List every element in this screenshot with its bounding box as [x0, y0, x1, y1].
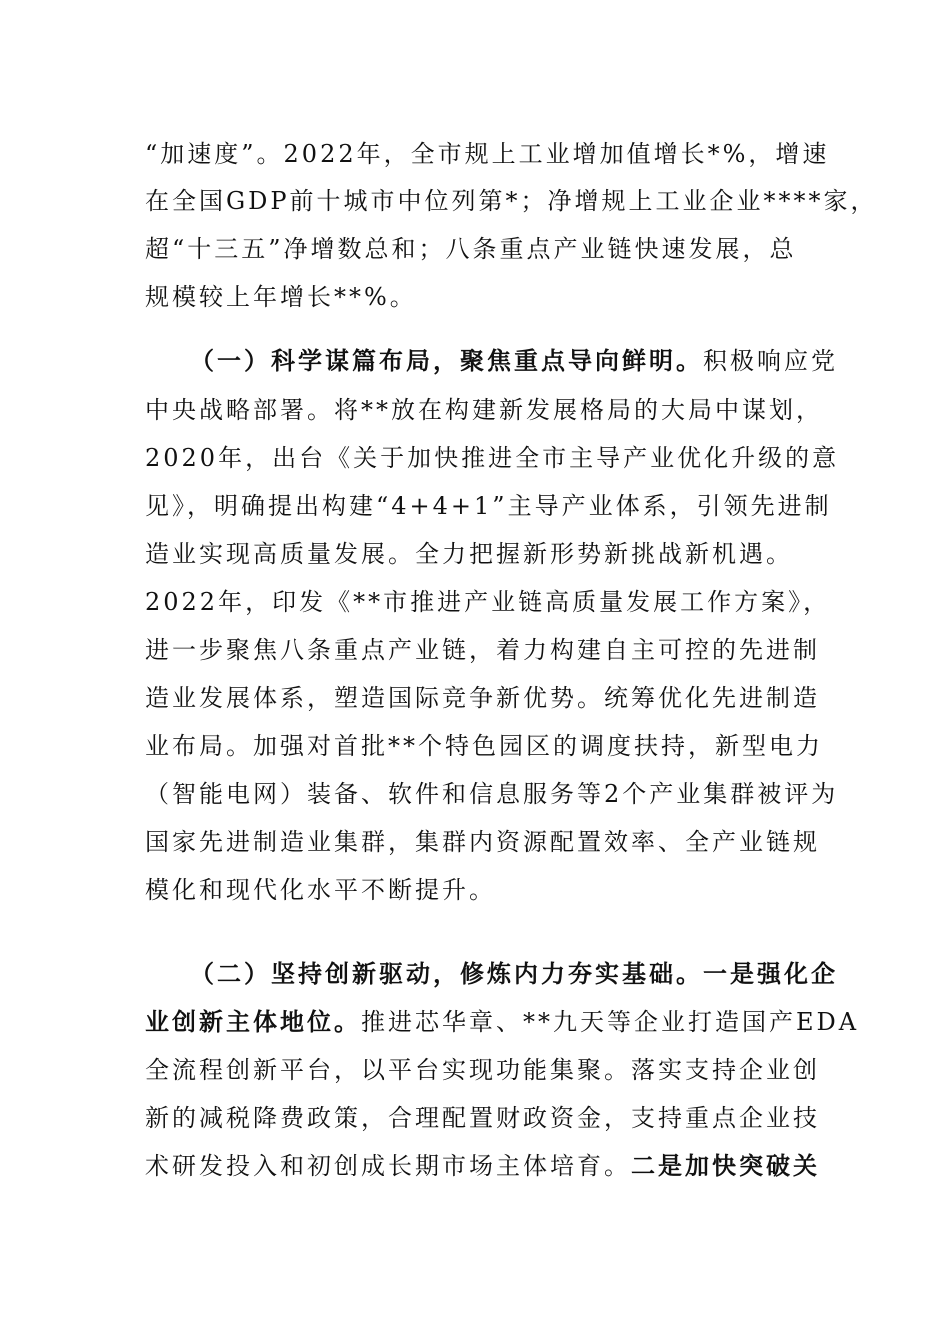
text-run: 新的减税降费政策，合理配置财政资金，支持重点企业技	[145, 1104, 820, 1132]
section-heading-line	[190, 958, 838, 990]
text-line	[145, 1102, 820, 1134]
text-line	[145, 490, 832, 522]
text-run: 国家先进制造业集群，集群内资源配置效率、全产业链规	[145, 828, 820, 856]
text-line	[145, 682, 820, 714]
text-line	[145, 233, 797, 265]
text-line	[145, 1054, 820, 1086]
text-run: 造业发展体系，塑造国际竞争新优势。统筹优化先进制造	[145, 684, 820, 712]
text-run: 造业实现高质量发展。全力把握新形势新挑战新机遇。	[145, 540, 793, 568]
text-line	[145, 874, 496, 906]
text-line	[145, 778, 838, 810]
text-run: 全流程创新平台，以平台实现功能集聚。落实支持企业创	[145, 1056, 820, 1084]
text-line	[145, 442, 839, 474]
text-run: 规模较上年增长**%。	[145, 283, 417, 311]
text-run: 术研发投入和初创成长期市场主体培育。	[145, 1152, 631, 1180]
text-line	[145, 826, 820, 858]
text-run: 推进芯华章、**九天等企业打造国产EDA	[361, 1008, 860, 1036]
text-line	[145, 281, 417, 313]
text-run: 超“十三五”净增数总和；八条重点产业链快速发展，总	[145, 235, 797, 263]
text-run: 积极响应党	[703, 347, 838, 375]
text-line	[145, 634, 820, 666]
text-line	[145, 730, 823, 762]
section-heading: （一）科学谋篇布局，聚焦重点导向鲜明。	[190, 346, 703, 375]
text-run: 见》，明确提出构建“4+4+1”主导产业体系，引领先进制	[145, 492, 832, 520]
text-line	[145, 1006, 859, 1038]
text-run: （智能电网）装备、软件和信息服务等2个产业集群被评为	[145, 780, 839, 808]
text-run: 中央战略部署。将**放在构建新发展格局的大局中谋划，	[145, 396, 823, 424]
text-run: 模化和现代化水平不断提升。	[145, 876, 496, 904]
text-line	[145, 538, 793, 570]
section-heading-line	[190, 345, 838, 377]
text-line	[145, 138, 829, 170]
text-run: 2022年，印发《**市推进产业链高质量发展工作方案》，	[145, 588, 831, 616]
text-run: 业布局。加强对首批**个特色园区的调度扶持，新型电力	[145, 732, 823, 760]
bold-phrase: 二是加快突破关	[631, 1151, 820, 1180]
text-line	[145, 185, 878, 217]
bold-phrase: 业创新主体地位。	[145, 1007, 361, 1036]
text-run: “加速度”。2022年，全市规上工业增加值增长*%，增速	[145, 140, 830, 168]
text-run: 进一步聚焦八条重点产业链，着力构建自主可控的先进制	[145, 636, 820, 664]
section-heading: （二）坚持创新驱动，修炼内力夯实基础。一是强化企	[190, 959, 838, 988]
text-run: 在全国GDP前十城市中位列第*；净增规上工业企业****家，	[145, 187, 878, 215]
text-line	[145, 394, 823, 426]
text-run: 2020年，出台《关于加快推进全市主导产业优化升级的意	[145, 444, 840, 472]
text-line	[145, 1150, 820, 1182]
text-line	[145, 586, 830, 618]
